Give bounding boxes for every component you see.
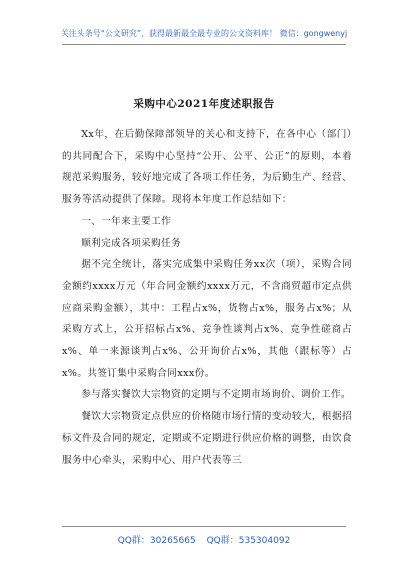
footer-contact bbox=[0, 533, 408, 546]
paragraph-adjustment: 餐饮大宗物资定点供应的价格随市场行情的变动较大，根据招标文件及合同的规定，定期或不定期进行供应价格的调整，由饮食服务中心牵头，采购中心、用户代表等三 bbox=[62, 411, 352, 466]
header-divider bbox=[62, 44, 346, 45]
paragraph-pricing: 参与落实餐饮大宗物资的定期与不定期市场询价、调价工作。 bbox=[81, 389, 352, 401]
section-heading: 一、一年来主要工作 bbox=[81, 215, 172, 227]
header-promo-note: 关注头条号“公文研究”，获得最新最全最专业的公文资料库！ 微信：gongwenyj bbox=[60, 29, 348, 38]
paragraph-statistics: 据不完全统计，落实完成集中采购任务xx次（项），采购合同金额约xxxx万元（年合同金额约xxxx万元，不含商贸超市定点供应商采购金额），其中：工程占x%，货物占x%，服务占x%；从采购方式上，公开招标占x%、竞争性谈判占x%、竞争性磋商占x%、单一来源谈判占x%、公开询价占x%，其他（跟标等）占x%。共签订集中采购合同xxx份。 bbox=[62, 259, 352, 379]
document-body bbox=[62, 124, 352, 471]
footer-qq-group-1: QQ群：30265665 bbox=[117, 536, 196, 546]
footer-divider bbox=[62, 526, 346, 527]
footer-qq-group-2: QQ群：535304092 bbox=[206, 536, 291, 546]
document-title: 采购中心2021年度述职报告 bbox=[133, 98, 275, 110]
paragraph-intro: Xx年，在后勤保障部领导的关心和支持下，在各中心（部门）的共同配合下，采购中心坚持“公开、公平、公正”的原则，本着规范采购服务，较好地完成了各项工作任务，为后勤生产、经营、服务等活动提供了保障。现将本年度工作总结如下： bbox=[62, 129, 352, 206]
subsection-heading: 顺利完成各项采购任务 bbox=[81, 237, 182, 249]
